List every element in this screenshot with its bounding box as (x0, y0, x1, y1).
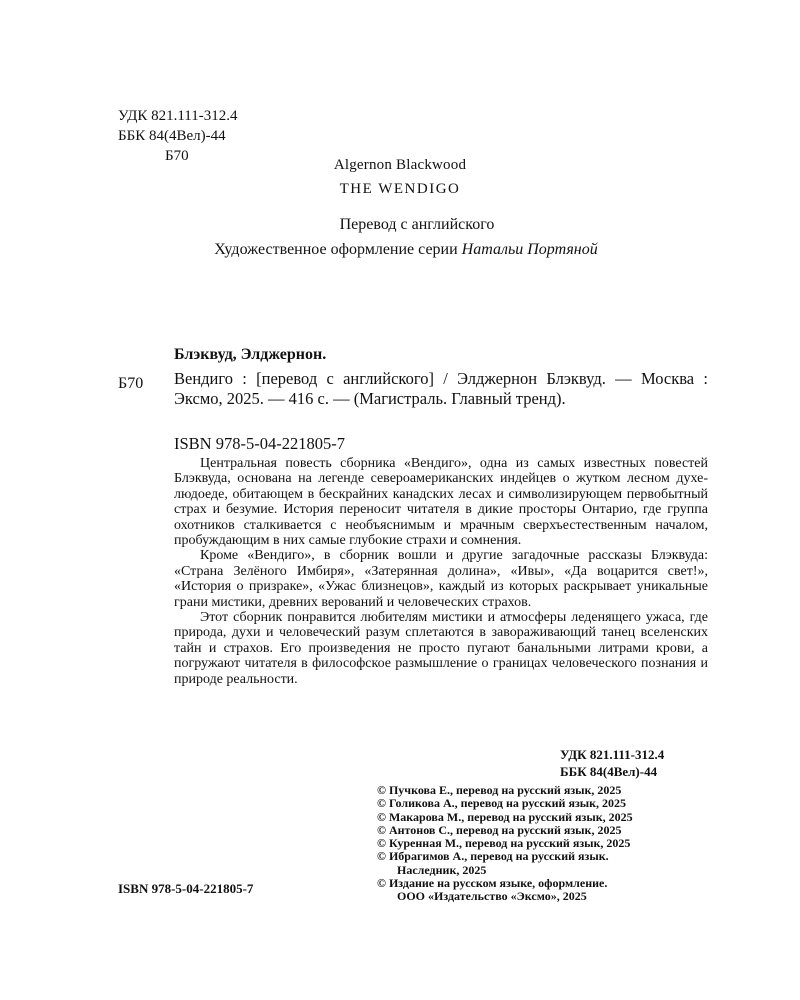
author-mark: Б70 (165, 148, 189, 164)
bbk-code: ББК 84(4Вел)-44 (118, 128, 226, 144)
copyright-line: © Пучкова Е., перевод на русский язык, 2025 (377, 783, 622, 797)
annotation (174, 456, 708, 687)
design-artist: Натальи Портяной (461, 241, 598, 258)
udk-code-right: УДК 821.111-312.4 (560, 747, 665, 762)
copyright-line: ООО «Издательство «Эксмо», 2025 (397, 889, 587, 904)
original-author: Algernon Blackwood (333, 157, 467, 173)
isbn-bottom: ISBN 978-5-04-221805-7 (118, 881, 254, 896)
translation-note: Перевод с английского (339, 216, 495, 233)
design-prefix: Художественное оформление серии (214, 241, 462, 258)
bbk-code-right: ББК 84(4Вел)-44 (560, 764, 658, 779)
catalog-description: Вендиго : [перевод с английского] / Элджернон Блэквуд. — Москва : Эксмо, 2025. — 416 с. — (Магистраль. Главный тренд). (174, 369, 708, 408)
catalog-author-heading: Блэквуд, Элджернон. (174, 346, 327, 363)
copyright-line: © Макарова М., перевод на русский язык, 2025 (377, 809, 633, 824)
copyright-line: © Голикова А., перевод на русский язык, 2025 (377, 796, 627, 811)
catalog-code: Б70 (118, 375, 144, 392)
copyright-line: © Ибрагимов А., перевод на русский язык. (377, 849, 609, 864)
design-note (0, 241, 800, 259)
copyright-line: © Издание на русском языке, оформление. (377, 876, 608, 891)
original-title: THE WENDIGO (339, 181, 461, 197)
catalog-isbn: ISBN 978-5-04-221805-7 (174, 434, 345, 453)
classification-codes (560, 746, 664, 780)
annotation-paragraph: Этот сборник понравится любителям мистики и атмосферы леденящего ужаса, где природа, духи и человеческий разум сплетаются в завораживающий танец вселенских тайн и страхов. Его произведения не просто пугают банальными литрами крови, а погружают читателя в философское размышление о границах человеческого познания и природе реальности. (174, 610, 708, 687)
annotation-paragraph: Центральная повесть сборника «Вендиго», одна из самых известных повестей Блэквуда, основана на легенде североамериканских индейцев о жутком лесном духе-людоеде, обитающем в бескрайних канадских лесах и символизирующем первобытный страх и безумие. История переносит читателя в дикие просторы Онтарио, где группа охотников сталкивается с необъяснимым и мрачным сверхъестественным началом, пробуждающим в них самые глубокие страхи и сомнения. (174, 456, 708, 549)
copyright-line: © Куренная М., перевод на русский язык, 2025 (377, 836, 631, 851)
copyright-line: Наследник, 2025 (397, 862, 487, 877)
udk-code: УДК 821.111-312.4 (118, 108, 238, 124)
copyright-block (377, 784, 633, 904)
annotation-paragraph: Кроме «Вендиго», в сборник вошли и другие загадочные рассказы Блэквуда: «Страна Зелёного Имбиря», «Затерянная долина», «Ивы», «Да воцарится свет!», «История о призраке», «Ужас близнецов», каждый из которых раскрывает уникальные грани мистики, древних верований и человеческих страхов. (174, 548, 708, 610)
copyright-line: © Антонов С., перевод на русский язык, 2025 (377, 822, 622, 837)
